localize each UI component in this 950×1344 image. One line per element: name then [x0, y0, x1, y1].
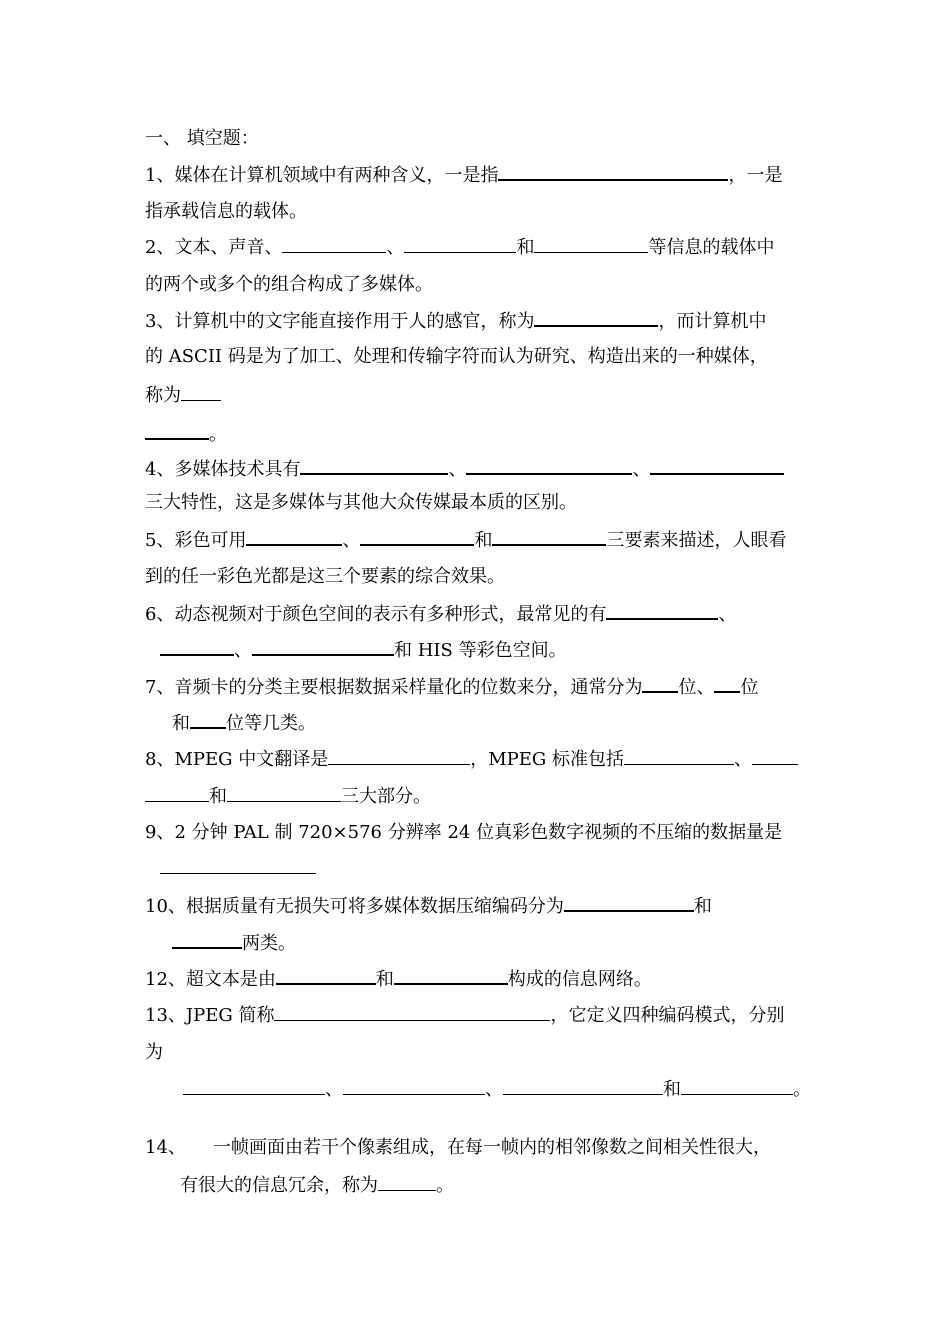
answer-blank[interactable] [274, 1004, 550, 1021]
answer-blank[interactable] [276, 967, 376, 985]
question-14-line-1: 一帧画面由若干个像素组成，在每一帧内的相邻像数之间相关性很大， [213, 1137, 771, 1158]
answer-blank[interactable] [394, 967, 508, 985]
answer-blank[interactable] [606, 602, 718, 620]
answer-blank[interactable] [534, 309, 658, 327]
question-3-line-1: 3、计算机中的文字能直接作用于人的感官，称为 ，而计算机中 [145, 311, 767, 332]
question-3-line-2: 的 ASCII 码是为了加工、处理和传输字符而认为研究、构造出来的一种媒体， [145, 346, 768, 367]
question-10-line-2: 两类。 [172, 931, 296, 953]
question-9-line-1: 9、2 分钟 PAL 制 720×576 分辨率 24 位真彩色数字视频的不压缩的数据量是 [145, 822, 783, 843]
question-13-line-1: 13、JPEG 简称 ，它定义四种编码模式，分别 [145, 1005, 785, 1026]
answer-blank[interactable] [378, 1174, 436, 1191]
answer-blank[interactable] [564, 894, 694, 912]
answer-blank[interactable] [145, 785, 209, 802]
answer-blank[interactable] [624, 748, 734, 765]
question-5-line-2: 到的任一彩色光都是这三个要素的综合效果。 [145, 566, 505, 587]
question-3-line-4: 。 [145, 422, 227, 444]
question-13-line-3: 、 、 和 。 [183, 1078, 811, 1100]
question-5-line-1: 5、彩色可用 、 和 三要素来描述，人眼看 [145, 530, 787, 551]
question-1-line-2: 指承载信息的载体。 [145, 201, 307, 222]
question-14-number: 14、 [145, 1137, 186, 1158]
question-4-line-2: 三大特性，这是多媒体与其他大众传媒最本质的区别。 [145, 492, 577, 513]
question-4-line-1: 4、多媒体技术具有 、 、 [145, 457, 784, 479]
question-9-line-2 [160, 857, 316, 879]
answer-blank[interactable] [642, 675, 678, 693]
question-2-line-1: 2、文本、声音、 、 和 等信息的载体中 [145, 237, 775, 258]
question-13-line-2: 为 [145, 1042, 163, 1063]
question-12-line-1: 12、超文本是由 和 构成的信息网络。 [145, 969, 652, 990]
answer-blank[interactable] [466, 457, 632, 475]
answer-blank[interactable] [534, 236, 648, 253]
answer-blank[interactable] [498, 163, 728, 181]
question-3-line-3: 称为 [145, 384, 221, 406]
answer-blank[interactable] [328, 748, 470, 765]
answer-blank[interactable] [343, 1078, 485, 1095]
answer-blank[interactable] [246, 528, 342, 546]
question-2-line-2: 的两个或多个的组合构成了多媒体。 [145, 274, 433, 295]
answer-blank[interactable] [282, 236, 386, 253]
answer-blank[interactable] [503, 1078, 663, 1095]
question-10-line-1: 10、根据质量有无损失可将多媒体数据压缩编码分为 和 [145, 896, 712, 917]
question-1-line-1: 1、媒体在计算机领域中有两种含义，一是指 ，一是 [145, 165, 783, 186]
question-6-line-1: 6、动态视频对于颜色空间的表示有多种形式，最常见的有 、 [145, 604, 737, 625]
answer-blank[interactable] [227, 785, 341, 802]
question-6-line-2: 、 和 HIS 等彩色空间。 [160, 638, 567, 660]
answer-blank[interactable] [300, 457, 448, 475]
answer-blank[interactable] [714, 675, 740, 693]
section-title: 一、 填空题： [145, 128, 259, 149]
answer-blank[interactable] [183, 1078, 325, 1095]
question-8-line-1: 8、MPEG 中文翻译是 ，MPEG 标准包括 、 [145, 748, 798, 770]
answer-blank[interactable] [172, 931, 242, 949]
answer-blank[interactable] [650, 457, 784, 475]
question-8-line-2: 和 三大部分。 [145, 785, 431, 807]
answer-blank[interactable] [681, 1078, 793, 1095]
question-14-line-2: 有很大的信息冗余，称为 。 [180, 1175, 454, 1196]
question-7-line-1: 7、音频卡的分类主要根据数据采样量化的位数来分，通常分为 位、 位 [145, 677, 759, 698]
answer-blank[interactable] [160, 857, 316, 874]
answer-blank[interactable] [752, 748, 798, 765]
answer-blank[interactable] [190, 711, 226, 729]
answer-blank[interactable] [360, 528, 474, 546]
question-7-line-2: 和 位等几类。 [172, 713, 316, 734]
answer-blank[interactable] [181, 384, 221, 401]
answer-blank[interactable] [252, 638, 394, 656]
answer-blank[interactable] [404, 236, 516, 253]
answer-blank[interactable] [492, 528, 606, 546]
answer-blank[interactable] [145, 422, 209, 440]
answer-blank[interactable] [160, 638, 234, 656]
